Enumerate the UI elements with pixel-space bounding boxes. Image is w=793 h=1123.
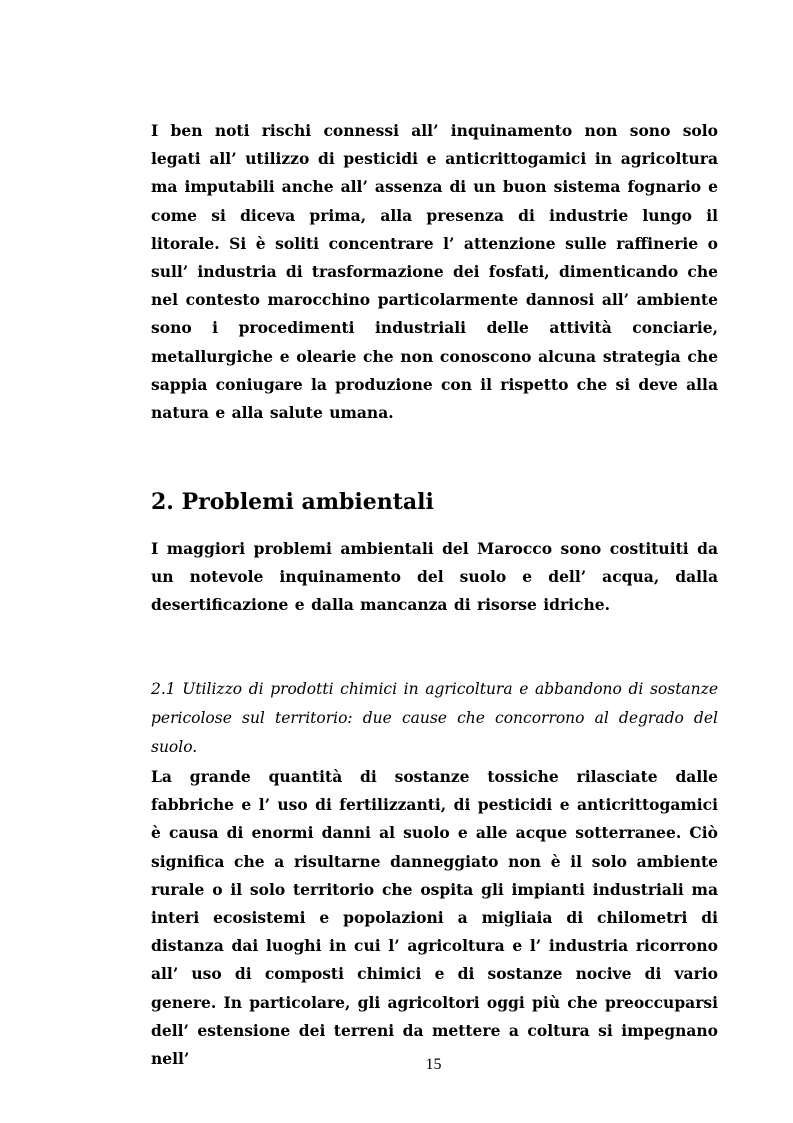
page-number: 15	[425, 1056, 442, 1073]
paragraph-pollution-risks: I ben noti rischi connessi all’ inquinamento non sono solo legati all’ utilizzo di pesticidi e anticrittogamici in agricoltura ma imputabili anche all’ assenza di un buon sistema fognario e come si diceva prima, alla presenza di industrie lungo il litorale. Si è soliti concentrare l’ attenzione sulle raffinerie o sull’ industria di trasformazione dei fosfati, dimenticando che nel contesto marocchino particolarmente dannosi all’ ambiente sono i procedimenti industriali delle attività conciarie, metallurgiche e olearie che non conoscono alcuna strategia che sappia coniugare la produzione con il rispetto che si deve alla natura e alla salute umana.	[151, 121, 718, 423]
paragraph-environmental-problems: I maggiori problemi ambientali del Marocco sono costituiti da un notevole inquinamento del suolo e dell’ acqua, dalla desertificazione e dalla mancanza di risorse idriche.	[151, 539, 718, 615]
subsection-title: 2.1 Utilizzo di prodotti chimici in agricoltura e abbandono di sostanze pericolose sul territorio: due cause che concorrono al degrado del suolo.	[151, 680, 718, 756]
section-title: 2. Problemi ambientali	[151, 489, 434, 515]
paragraph-toxic-substances: La grande quantità di sostanze tossiche rilasciate dalle fabbriche e l’ uso di fertilizzanti, di pesticidi e anticrittogamici è causa di enormi danni al suolo e alle acque sotterranee. Ciò significa che a risultarne danneggiato non è il solo ambiente rurale o il solo territorio che ospita gli impianti industriali ma interi ecosistemi e popolazioni a migliaia di chilometri di distanza dai luoghi in cui l’ agricoltura e l’ industria ricorrono all’ uso di composti chimici e di sostanze nocive di vario genere. In particolare, gli agricoltori oggi più che preoccuparsi dell’ estensione dei terreni da mettere a coltura si impegnano nell’	[151, 767, 718, 1069]
